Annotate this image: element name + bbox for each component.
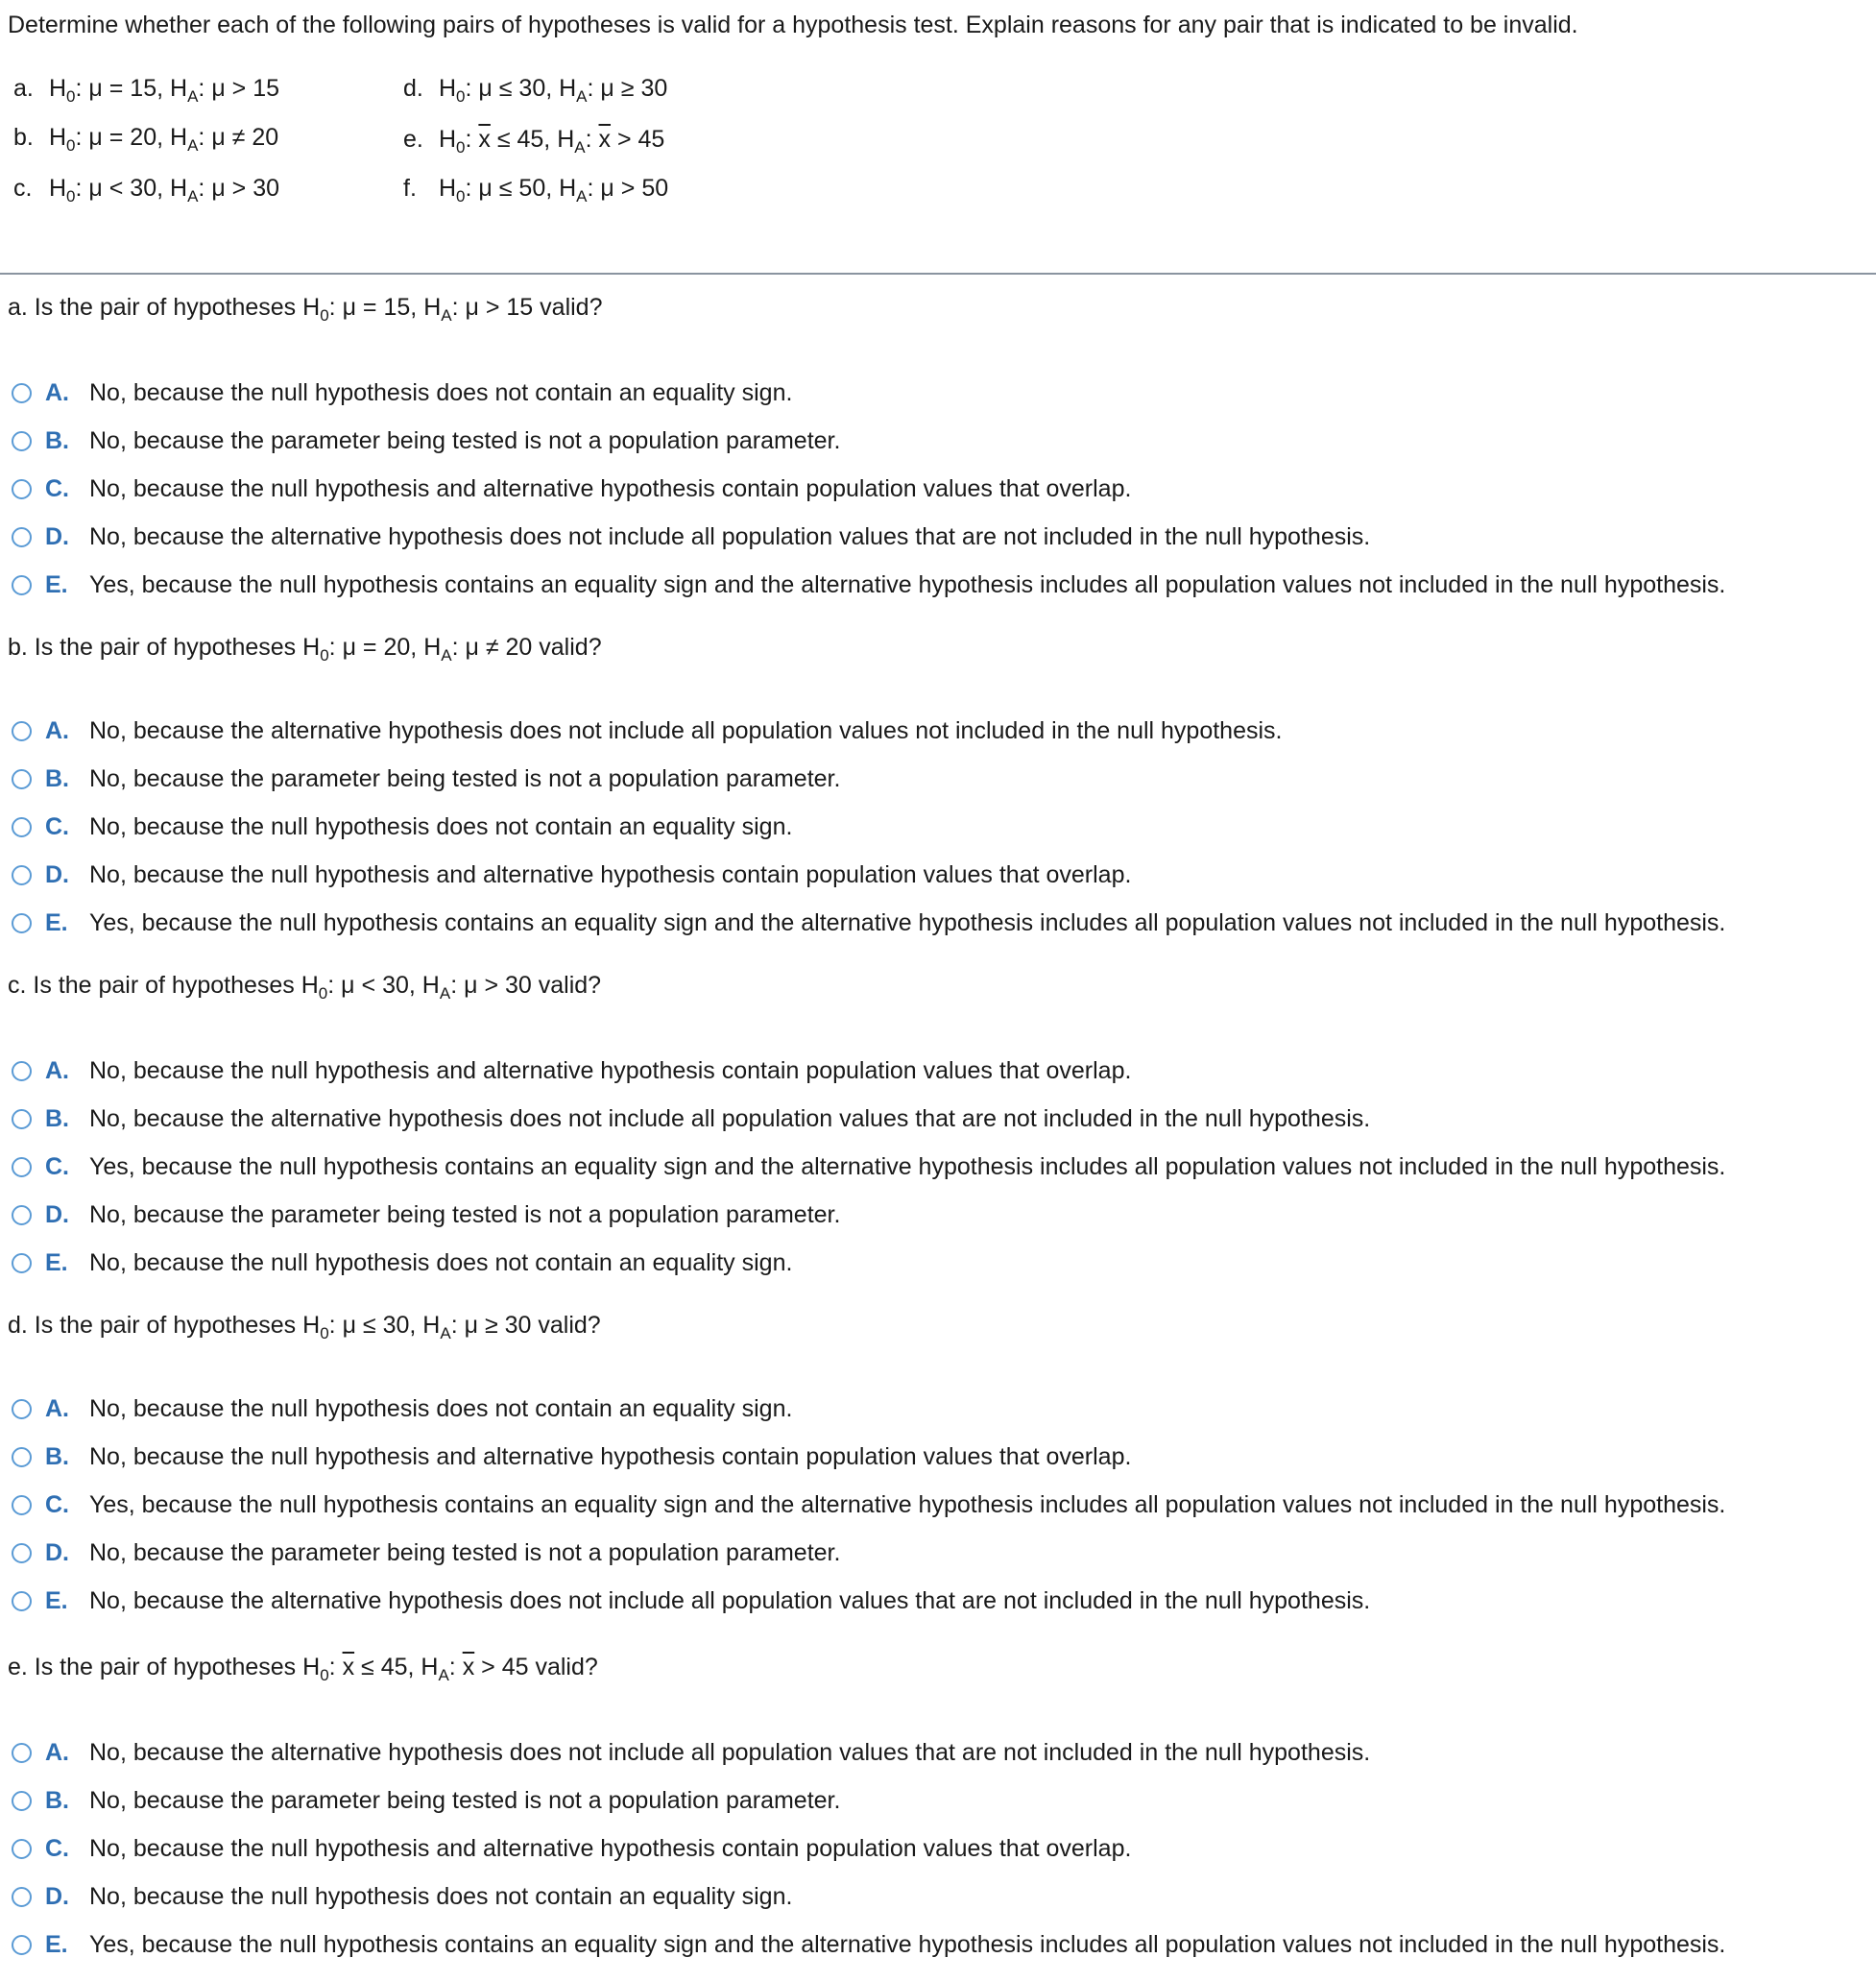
question-d-title: d. Is the pair of hypotheses $H_0$: μ ≤ 30, $H_A$: μ ≥ 30 valid?: [8, 1312, 601, 1342]
ha-letter: H: [421, 972, 440, 999]
option-e-D[interactable]: [12, 1879, 792, 1914]
option-a-B[interactable]: [12, 423, 840, 458]
option-text: No, because the null hypothesis does not contain an equality sign.: [89, 1394, 793, 1422]
option-text: No, because the alternative hypothesis does not include all population values that are not included in the null hypothesis.: [89, 1586, 1371, 1614]
ha-letter: H: [170, 75, 188, 102]
radio-button[interactable]: [12, 479, 32, 499]
option-d-C[interactable]: [12, 1487, 1725, 1522]
option-text: No, because the null hypothesis does not contain an equality sign.: [89, 1248, 793, 1276]
ha-letter: H: [422, 1312, 441, 1339]
option-text: No, because the parameter being tested is not a population parameter.: [89, 1200, 841, 1228]
question-lead: a. Is the pair of hypotheses: [8, 294, 303, 321]
option-letter: E.: [45, 1586, 68, 1614]
option-a-D[interactable]: [12, 520, 1370, 554]
ha-letter: H: [170, 175, 188, 202]
option-letter: A.: [45, 1738, 69, 1766]
ha-letter: H: [423, 294, 442, 321]
ha-subscript: A: [440, 1324, 451, 1342]
pair-label: f.: [403, 175, 417, 202]
question-lead: e. Is the pair of hypotheses: [8, 1654, 303, 1680]
ha-subscript: A: [187, 187, 199, 205]
option-c-E[interactable]: [12, 1245, 792, 1280]
option-letter: B.: [45, 1104, 69, 1132]
question-tail: valid?: [532, 634, 602, 661]
radio-button[interactable]: [12, 769, 32, 789]
param-symbol: μ: [465, 634, 479, 661]
question-c-title: c. Is the pair of hypotheses $H_0$: μ < 30, $H_A$: μ > 30 valid?: [8, 972, 602, 1003]
radio-button[interactable]: [12, 1157, 32, 1177]
option-text: No, because the parameter being tested is not a population parameter.: [89, 1786, 841, 1814]
radio-button[interactable]: [12, 1399, 32, 1419]
option-letter: E.: [45, 570, 68, 598]
ha-subscript: A: [576, 87, 588, 106]
ha-relation: > 45: [474, 1654, 529, 1680]
instructions: Determine whether each of the following pairs of hypotheses is valid for a hypothesis test. Explain reasons for any pair that is indicated to be invalid.: [8, 12, 1578, 38]
option-letter: E.: [45, 908, 68, 936]
ha-subscript: A: [441, 306, 452, 325]
ha-relation: ≥ 30: [613, 75, 668, 102]
h0-subscript: 0: [456, 187, 466, 205]
h0-subscript: 0: [66, 87, 76, 106]
radio-button[interactable]: [12, 431, 32, 451]
h0-subscript: 0: [66, 187, 76, 205]
radio-button[interactable]: [12, 1839, 32, 1859]
h0-letter: H: [302, 1654, 321, 1680]
radio-button[interactable]: [12, 913, 32, 933]
option-text: No, because the null hypothesis does not contain an equality sign.: [89, 812, 793, 840]
radio-button[interactable]: [12, 1109, 32, 1129]
option-letter: C.: [45, 1490, 69, 1518]
pair-c: c. $H_0$: μ < 30, $H_A$: μ > 30: [13, 175, 280, 205]
option-letter: D.: [45, 1538, 69, 1566]
option-e-A[interactable]: [12, 1735, 1370, 1770]
option-letter: A.: [45, 716, 69, 744]
radio-button[interactable]: [12, 1495, 32, 1515]
h0-relation: = 15,: [102, 75, 170, 102]
h0-letter: H: [302, 634, 321, 661]
h0-relation: ≤ 30,: [355, 1312, 423, 1339]
param-symbol: μ: [464, 972, 478, 999]
sample-mean-symbol: $\overline{x}$: [478, 126, 491, 153]
option-text: No, because the parameter being tested is not a population parameter.: [89, 426, 841, 454]
option-c-D[interactable]: [12, 1197, 840, 1232]
h0-relation: ≤ 50,: [492, 175, 560, 202]
ha-letter: H: [421, 1654, 439, 1680]
h0-letter: H: [48, 75, 67, 102]
radio-button[interactable]: [12, 721, 32, 741]
h0-relation: = 20,: [102, 124, 170, 151]
option-d-E[interactable]: [12, 1583, 1370, 1618]
h0-subscript: 0: [456, 87, 466, 106]
option-letter: A.: [45, 378, 69, 406]
option-text: No, because the parameter being tested is not a population parameter.: [89, 764, 841, 792]
option-text: No, because the null hypothesis and alternative hypothesis contain population values that overlap.: [89, 1834, 1132, 1862]
option-b-D[interactable]: [12, 858, 1131, 892]
option-letter: C.: [45, 812, 69, 840]
h0-relation: = 15,: [355, 294, 424, 321]
option-letter: D.: [45, 1882, 69, 1910]
radio-button[interactable]: [12, 865, 32, 885]
option-b-A[interactable]: [12, 713, 1283, 748]
ha-subscript: A: [187, 136, 199, 155]
radio-button[interactable]: [12, 1591, 32, 1611]
ha-letter: H: [423, 634, 442, 661]
radio-button[interactable]: [12, 1543, 32, 1563]
h0-subscript: 0: [318, 984, 328, 1003]
pair-label: e.: [403, 126, 423, 153]
param-symbol: μ: [464, 1312, 479, 1339]
option-letter: B.: [45, 1442, 69, 1470]
pair-f: f. $H_0$: μ ≤ 50, $H_A$: μ > 50: [403, 175, 669, 205]
ha-relation: ≠ 20: [478, 634, 533, 661]
option-letter: D.: [45, 1200, 69, 1228]
param-symbol: μ: [342, 1312, 356, 1339]
pair-e: e. $H_0$: $\overline{x} \le 45$, $H_A$: $\overline{x} > 45$: [403, 126, 665, 157]
param-symbol: μ: [211, 175, 226, 202]
param-symbol: μ: [88, 124, 103, 151]
param-symbol: μ: [342, 634, 356, 661]
param-symbol: μ: [478, 175, 493, 202]
ha-relation: ≠ 20: [225, 124, 279, 151]
option-a-A[interactable]: [12, 375, 792, 410]
option-text: No, because the alternative hypothesis does not include all population values that are not included in the null hypothesis.: [89, 1104, 1371, 1132]
option-letter: D.: [45, 860, 69, 888]
option-e-B[interactable]: [12, 1783, 840, 1818]
h0-subscript: 0: [66, 136, 76, 155]
option-text: No, because the null hypothesis does not contain an equality sign.: [89, 1882, 793, 1910]
h0-relation: = 20,: [355, 634, 424, 661]
option-c-B[interactable]: [12, 1101, 1370, 1136]
h0-letter: H: [438, 75, 457, 102]
radio-button[interactable]: [12, 1205, 32, 1225]
option-letter: B.: [45, 764, 69, 792]
option-text: Yes, because the null hypothesis contains an equality sign and the alternative hypothesis includes all population values not included in the null hypothesis.: [89, 1930, 1726, 1958]
radio-button[interactable]: [12, 575, 32, 595]
param-symbol: μ: [478, 75, 493, 102]
question-tail: valid?: [533, 294, 603, 321]
option-letter: A.: [45, 1056, 69, 1084]
ha-relation: > 15: [225, 75, 280, 102]
sample-mean-symbol: $\overline{x}$: [598, 126, 612, 153]
pair-label: c.: [13, 175, 33, 202]
radio-button[interactable]: [12, 1447, 32, 1467]
question-lead: b. Is the pair of hypotheses: [8, 634, 303, 661]
ha-relation: > 30: [477, 972, 532, 999]
ha-relation: > 30: [225, 175, 280, 202]
radio-button[interactable]: [12, 1253, 32, 1273]
pair-a: a. $H_0$: μ = 15, $H_A$: μ > 15: [13, 75, 280, 106]
param-symbol: μ: [465, 294, 479, 321]
sample-mean-symbol: $\overline{x}$: [342, 1654, 355, 1680]
question-tail: valid?: [528, 1654, 598, 1680]
option-text: No, because the alternative hypothesis does not include all population values not included in the null hypothesis.: [89, 716, 1283, 744]
option-d-A[interactable]: [12, 1391, 792, 1426]
question-tail: valid?: [531, 1312, 601, 1339]
option-text: Yes, because the null hypothesis contains an equality sign and the alternative hypothesis includes all population values not included in the null hypothesis.: [89, 1490, 1726, 1518]
h0-letter: H: [438, 175, 457, 202]
option-e-E[interactable]: [12, 1927, 1725, 1962]
option-text: No, because the alternative hypothesis does not include all population values that are not included in the null hypothesis.: [89, 1738, 1371, 1766]
question-tail: valid?: [531, 972, 602, 999]
ha-letter: H: [559, 175, 577, 202]
h0-subscript: 0: [320, 1666, 329, 1684]
param-symbol: μ: [88, 75, 103, 102]
option-text: No, because the alternative hypothesis does not include all population values that are not included in the null hypothesis.: [89, 522, 1371, 550]
radio-button[interactable]: [12, 1791, 32, 1811]
param-symbol: μ: [600, 75, 614, 102]
ha-subscript: A: [441, 646, 452, 665]
h0-relation: ≤ 45,: [354, 1654, 421, 1680]
section-divider: [0, 273, 1876, 275]
pair-label: d.: [403, 75, 423, 102]
param-symbol: μ: [211, 124, 226, 151]
option-letter: C.: [45, 474, 69, 502]
h0-relation: < 30,: [354, 972, 422, 999]
option-a-C[interactable]: [12, 471, 1131, 506]
param-symbol: μ: [341, 972, 355, 999]
ha-subscript: A: [438, 1666, 449, 1684]
option-text: Yes, because the null hypothesis contains an equality sign and the alternative hypothesis includes all population values not included in the null hypothesis.: [89, 570, 1726, 598]
option-text: No, because the parameter being tested is not a population parameter.: [89, 1538, 841, 1566]
option-text: No, because the null hypothesis and alternative hypothesis contain population values that overlap.: [89, 1056, 1132, 1084]
option-text: No, because the null hypothesis and alternative hypothesis contain population values that overlap.: [89, 1442, 1132, 1470]
radio-button[interactable]: [12, 817, 32, 837]
h0-subscript: 0: [320, 646, 329, 665]
h0-subscript: 0: [456, 138, 466, 157]
ha-subscript: A: [574, 138, 586, 157]
h0-letter: H: [302, 1312, 321, 1339]
question-a-title: a. Is the pair of hypotheses $H_0$: μ = 15, $H_A$: μ > 15 valid?: [8, 294, 603, 325]
option-letter: B.: [45, 1786, 69, 1814]
pair-b: b. $H_0$: μ = 20, $H_A$: μ ≠ 20: [13, 124, 279, 155]
radio-button[interactable]: [12, 1061, 32, 1081]
radio-button[interactable]: [12, 1935, 32, 1955]
option-d-D[interactable]: [12, 1535, 840, 1570]
option-text: No, because the null hypothesis does not contain an equality sign.: [89, 378, 793, 406]
option-d-B[interactable]: [12, 1439, 1131, 1474]
option-letter: D.: [45, 522, 69, 550]
option-letter: C.: [45, 1834, 69, 1862]
ha-subscript: A: [187, 87, 199, 106]
pair-label: b.: [13, 124, 34, 151]
ha-relation: ≥ 30: [478, 1312, 532, 1339]
radio-button[interactable]: [12, 1887, 32, 1907]
param-symbol: μ: [342, 294, 356, 321]
ha-subscript: A: [576, 187, 588, 205]
param-symbol: μ: [600, 175, 614, 202]
h0-relation: < 30,: [102, 175, 170, 202]
h0-relation: ≤ 45,: [490, 126, 558, 153]
option-text: Yes, because the null hypothesis contains an equality sign and the alternative hypothesis includes all population values not included in the null hypothesis.: [89, 1152, 1726, 1180]
h0-letter: H: [301, 972, 319, 999]
option-c-C[interactable]: [12, 1149, 1725, 1184]
option-text: No, because the null hypothesis and alternative hypothesis contain population values that overlap.: [89, 474, 1132, 502]
pair-d: d. $H_0$: μ ≤ 30, $H_A$: μ ≥ 30: [403, 75, 668, 106]
param-symbol: μ: [211, 75, 226, 102]
option-text: Yes, because the null hypothesis contains an equality sign and the alternative hypothesis includes all population values not included in the null hypothesis.: [89, 908, 1726, 936]
radio-button[interactable]: [12, 527, 32, 547]
option-a-E[interactable]: [12, 568, 1725, 602]
option-text: No, because the null hypothesis and alternative hypothesis contain population values that overlap.: [89, 860, 1132, 888]
option-letter: B.: [45, 426, 69, 454]
option-b-E[interactable]: [12, 906, 1725, 940]
ha-relation: > 15: [478, 294, 534, 321]
ha-relation: > 50: [613, 175, 669, 202]
question-lead: c. Is the pair of hypotheses: [8, 972, 301, 999]
ha-relation: > 45: [611, 126, 665, 153]
h0-relation: ≤ 30,: [492, 75, 560, 102]
h0-letter: H: [48, 175, 67, 202]
radio-button[interactable]: [12, 383, 32, 403]
option-e-C[interactable]: [12, 1831, 1131, 1866]
option-c-A[interactable]: [12, 1053, 1131, 1088]
param-symbol: μ: [88, 175, 103, 202]
option-letter: C.: [45, 1152, 69, 1180]
h0-letter: H: [48, 124, 67, 151]
h0-letter: H: [438, 126, 457, 153]
question-e-title: e. Is the pair of hypotheses $H_0$: $\overline{x} \le 45$, $H_A$: $\overline{x} > 45$ valid?: [8, 1654, 598, 1684]
sample-mean-symbol: $\overline{x}$: [462, 1654, 475, 1680]
pair-label: a.: [13, 75, 34, 102]
option-b-B[interactable]: [12, 761, 840, 796]
radio-button[interactable]: [12, 1743, 32, 1763]
h0-subscript: 0: [320, 1324, 329, 1342]
option-b-C[interactable]: [12, 810, 792, 844]
option-letter: A.: [45, 1394, 69, 1422]
question-lead: d. Is the pair of hypotheses: [8, 1312, 303, 1339]
h0-subscript: 0: [320, 306, 329, 325]
ha-letter: H: [557, 126, 575, 153]
option-letter: E.: [45, 1930, 68, 1958]
ha-letter: H: [170, 124, 188, 151]
question-b-title: b. Is the pair of hypotheses $H_0$: μ = 20, $H_A$: μ ≠ 20 valid?: [8, 634, 602, 665]
h0-letter: H: [302, 294, 321, 321]
ha-letter: H: [559, 75, 577, 102]
ha-subscript: A: [439, 984, 451, 1003]
option-letter: E.: [45, 1248, 68, 1276]
